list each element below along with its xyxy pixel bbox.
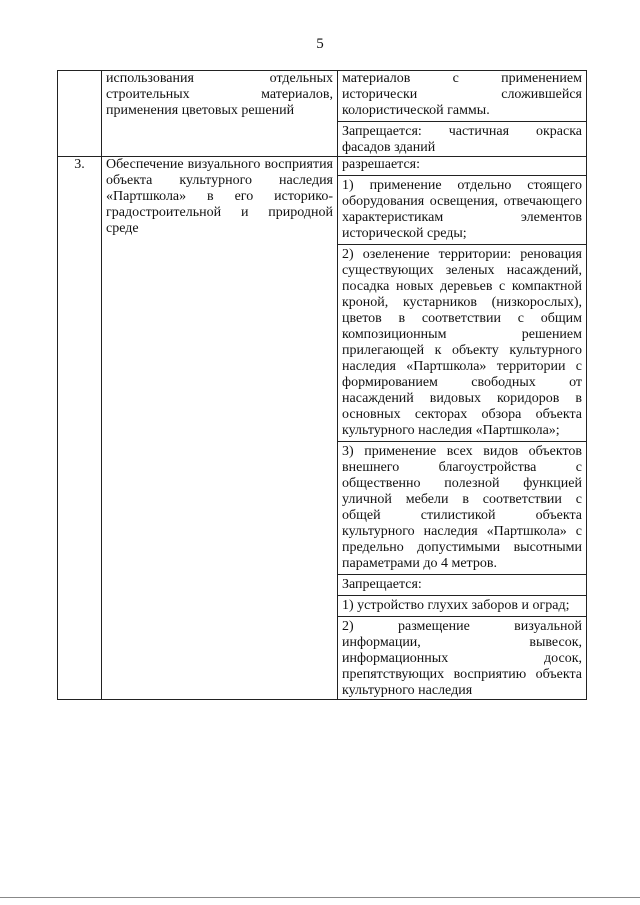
paragraph-separator <box>338 175 586 176</box>
paragraph-separator <box>338 574 586 575</box>
requirement-paragraph: Запрещается: <box>342 577 422 592</box>
requirement-paragraph: 1) устройство глухих заборов и оград; <box>342 598 570 613</box>
row-name <box>102 71 338 157</box>
requirement-paragraph: Запрещается: частичная окраска фасадов зданий <box>342 124 582 155</box>
paragraph-separator <box>338 244 586 245</box>
requirement-paragraph: разрешается: <box>342 157 420 172</box>
table-row <box>58 71 587 157</box>
row-requirements <box>338 71 587 157</box>
requirement-paragraph: материалов с применением исторически сложившейся колористической гаммы. <box>342 71 582 118</box>
row-name-text: Обеспечение визуального восприятия объекта культурного наследия «Партшкола» в его историко-градостроительной и природной среде <box>106 157 333 236</box>
requirement-paragraph: 2) озеленение территории: реновация существующих зеленых насаждений, посадка новых деревьев с компактной кроной, кустарников (низкорослых), цветов в соответствии с общим композиционным решением прилегающей к объекту культурного наследия «Партшкола» территории с формированием свободных от насаждений видовых коридоров в основных секторах обзора объекта культурного наследия «Партшкола»; <box>342 247 582 438</box>
requirement-paragraph: 3) применение всех видов объектов внешнего благоустройства с общественно полезной функцией уличной мебели в соответствии с общей стилистикой объекта культурного наследия «Партшкола» с предельно допустимыми высотными параметрами до 4 метров. <box>342 444 582 571</box>
requirements-table <box>57 70 587 700</box>
row-name-text: использования отдельных строительных материалов, применения цветовых решений <box>106 71 333 118</box>
page-number: 5 <box>316 36 324 52</box>
row-requirements <box>338 157 587 700</box>
row-number <box>58 71 102 157</box>
table-row <box>58 157 587 700</box>
paragraph-separator <box>338 616 586 617</box>
row-number: 3. <box>58 157 102 700</box>
requirement-paragraph: 1) применение отдельно стоящего оборудования освещения, отвечающего характеристикам элементов исторической среды; <box>342 178 582 241</box>
paragraph-separator <box>338 441 586 442</box>
page-bottom-edge <box>0 897 640 898</box>
row-name <box>102 157 338 700</box>
paragraph-separator <box>338 595 586 596</box>
requirement-paragraph: 2) размещение визуальной информации, вывесок, информационных досок, препятствующих восприятию объекта культурного наследия <box>342 619 582 698</box>
paragraph-separator <box>338 121 586 122</box>
